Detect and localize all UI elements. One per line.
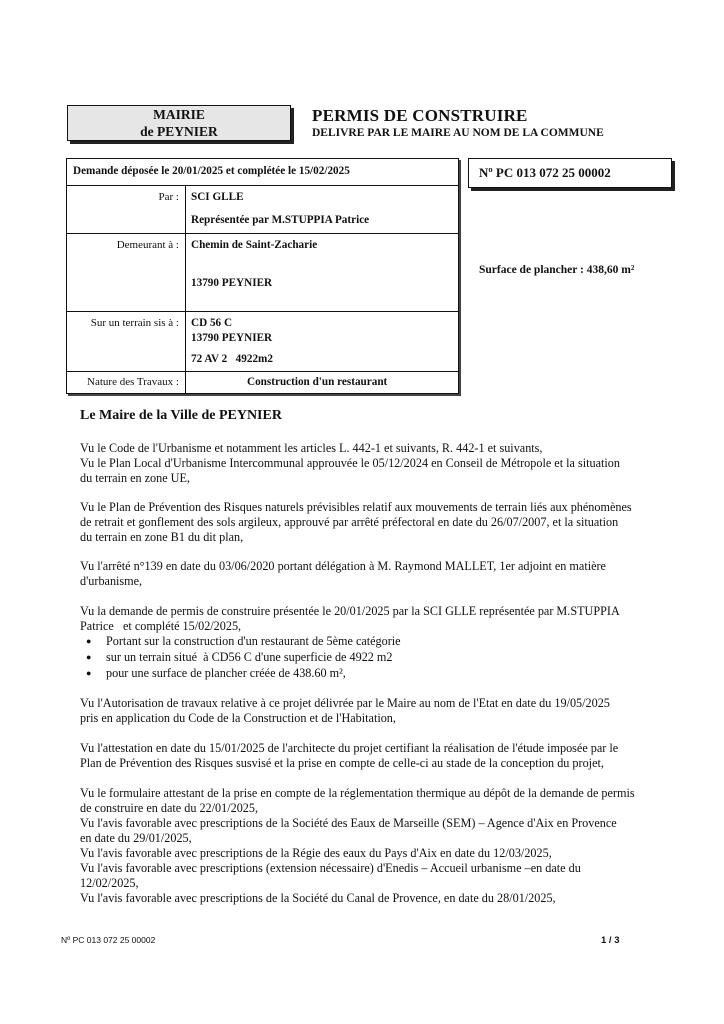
divider (185, 234, 186, 312)
demeurant-row (67, 233, 458, 312)
list-item-text: pour une surface de plancher créée de 438.60 m², (106, 666, 346, 680)
paragraph-line: 12/02/2025, (80, 876, 139, 890)
mairie-name: MAIRIE (153, 107, 205, 122)
footer-reference: Nº PC 013 072 25 00002 (61, 935, 156, 945)
document-title: PERMIS DE CONSTRUIRE (312, 106, 528, 125)
document-subtitle: DELIVRE PAR LE MAIRE AU NOM DE LA COMMUNE (312, 127, 604, 139)
nature-row (67, 371, 458, 394)
par-row (67, 185, 458, 234)
applicant-name: SCI GLLE (191, 191, 244, 203)
paragraph-line: Vu l'Autorisation de travaux relative à ce projet délivrée par le Maire au nom de l'Etat en date du 19/05/2025 (80, 696, 610, 710)
list-item (86, 666, 346, 682)
applicant-representative: Représentée par M.STUPPIA Patrice (191, 214, 370, 226)
bullet-icon: ● (86, 652, 92, 662)
paragraph-line: du terrain en zone B1 du dit plan, (80, 530, 244, 544)
paragraph-line: Vu l'arrêté n°139 en date du 03/06/2020 portant délégation à M. Raymond MALLET, 1er adjoint en matière (80, 559, 606, 573)
pc-number-box: Nº PC 013 072 25 00002 (468, 158, 672, 188)
paragraph-line: en date du 29/01/2025, (80, 831, 192, 845)
demande-title: Demande déposée le 20/01/2025 et complétée le 15/02/2025 (73, 165, 350, 177)
bullet-icon: ● (86, 668, 92, 678)
divider (185, 186, 186, 234)
nature-value: Construction d'un restaurant (247, 376, 388, 388)
address-street: Chemin de Saint-Zacharie (191, 239, 318, 251)
nature-label: Nature des Travaux : (87, 376, 179, 388)
paragraph-line: Vu le Code de l'Urbanisme et notamment les articles L. 442-1 et suivants, R. 442-1 et suivants, (80, 441, 543, 455)
list-item-text: Portant sur la construction d'un restaurant de 5ème catégorie (106, 634, 401, 648)
terrain-row (67, 311, 458, 372)
paragraph-line: du terrain en zone UE, (80, 471, 190, 485)
paragraph-line: Plan de Prévention des Risques susvisé et la prise en compte de celle-ci au stade de la conception du projet, (80, 756, 604, 770)
paragraph-line: de retrait et gonflement des sols argileux, approuvé par arrêté préfectoral en date du 26/07/2007, et la situation (80, 515, 619, 529)
section-heading: Le Maire de la Ville de PEYNIER (80, 408, 282, 423)
paragraph-line: Patrice et complété 15/02/2025, (80, 619, 242, 633)
paragraph-line: Vu l'avis favorable avec prescriptions (extension nécessaire) d'Enedis – Accueil urbanisme –en date du (80, 861, 581, 875)
terrain-city: 13790 PEYNIER (191, 332, 273, 344)
paragraph-line: Vu le Plan de Prévention des Risques naturels prévisibles relatif aux mouvements de terrain liés aux phénomènes (80, 500, 632, 514)
paragraph-line: Vu l'attestation en date du 15/01/2025 de l'architecte du projet certifiant la réalisation de l'étude imposée par le (80, 741, 619, 755)
list-item (86, 634, 401, 650)
paragraph-line: Vu le formulaire attestant de la prise en compte de la réglementation thermique au dépôt de la demande de permis (80, 786, 635, 800)
paragraph-line: Vu le Plan Local d'Urbanisme Intercommunal approuvée le 05/12/2024 en Conseil de Métropole et la situation (80, 456, 620, 470)
paragraph-line: d'urbanisme, (80, 574, 143, 588)
page-number: 1 / 3 (601, 935, 620, 946)
paragraph-line: pris en application du Code de la Construction et de l'Habitation, (80, 711, 396, 725)
divider (185, 312, 186, 372)
paragraph-line: Vu l'avis favorable avec prescriptions de la Société des Eaux de Marseille (SEM) – Agence d'Aix en Provence (80, 816, 617, 830)
address-city: 13790 PEYNIER (191, 277, 273, 289)
paragraph-line: Vu la demande de permis de construire présentée le 20/01/2025 par la SCI GLLE représentée par M.STUPPIA (80, 604, 620, 618)
bullet-icon: ● (86, 636, 92, 646)
list-item (86, 650, 393, 666)
demande-table (66, 158, 459, 394)
terrain-address: CD 56 C (191, 317, 233, 329)
demande-title-row (67, 159, 458, 185)
paragraph-line: Vu l'avis favorable avec prescriptions de la Régie des eaux du Pays d'Aix en date du 12/03/2025, (80, 846, 552, 860)
list-item-text: sur un terrain situé à CD56 C d'une superficie de 4922 m2 (106, 650, 393, 664)
paragraph-line: de construire en date du 22/01/2025, (80, 801, 259, 815)
surface-plancher: Surface de plancher : 438,60 m² (479, 264, 635, 276)
demeurant-label: Demeurant à : (116, 239, 179, 251)
divider (185, 372, 186, 394)
mairie-box (67, 105, 291, 141)
terrain-parcel: 72 AV 2 4922m2 (191, 353, 273, 365)
mairie-commune: de PEYNIER (140, 124, 218, 139)
paragraph-line: Vu l'avis favorable avec prescriptions de la Société du Canal de Provence, en date du 28/01/2025, (80, 891, 556, 905)
par-label: Par : (158, 191, 179, 203)
terrain-label: Sur un terrain sis à : (90, 317, 179, 329)
